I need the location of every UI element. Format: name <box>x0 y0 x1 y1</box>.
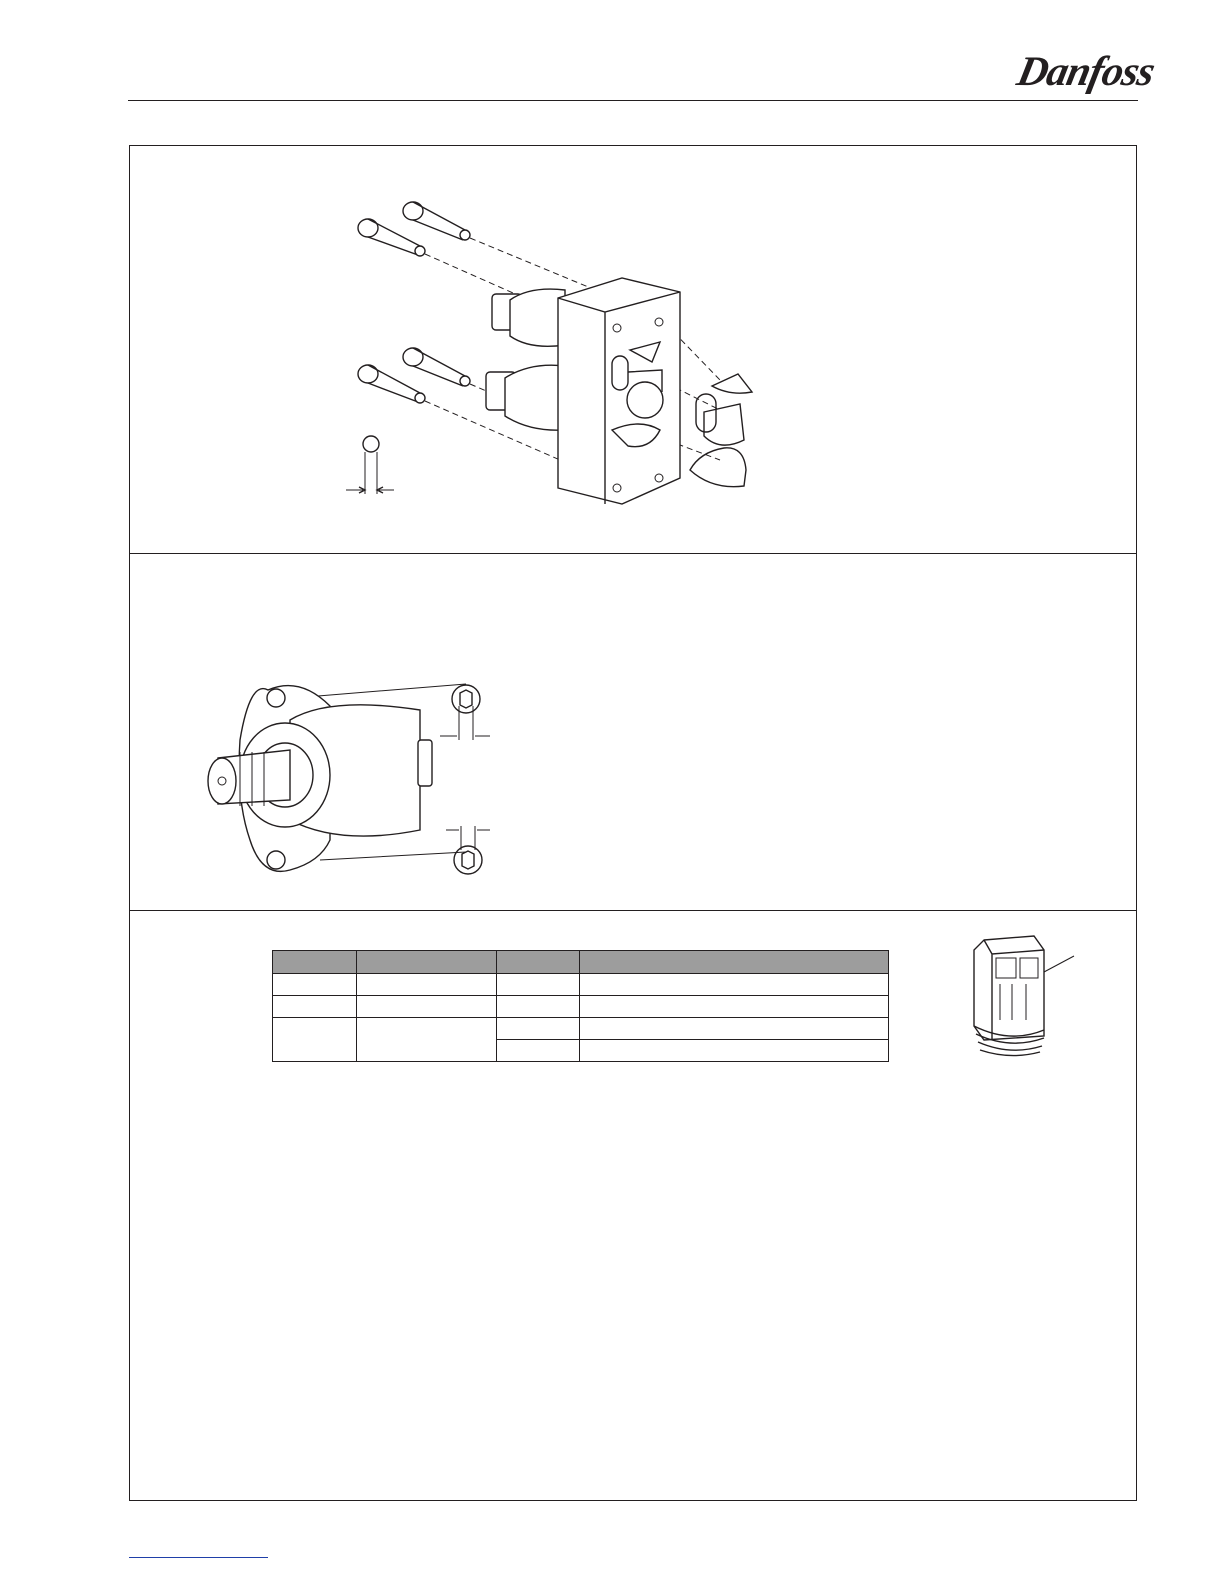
footer-link-underline[interactable] <box>129 1557 268 1558</box>
brand-wordmark: Danfoss <box>1013 49 1159 95</box>
connector-body <box>974 936 1044 1056</box>
connector-leader-line <box>1044 956 1074 972</box>
